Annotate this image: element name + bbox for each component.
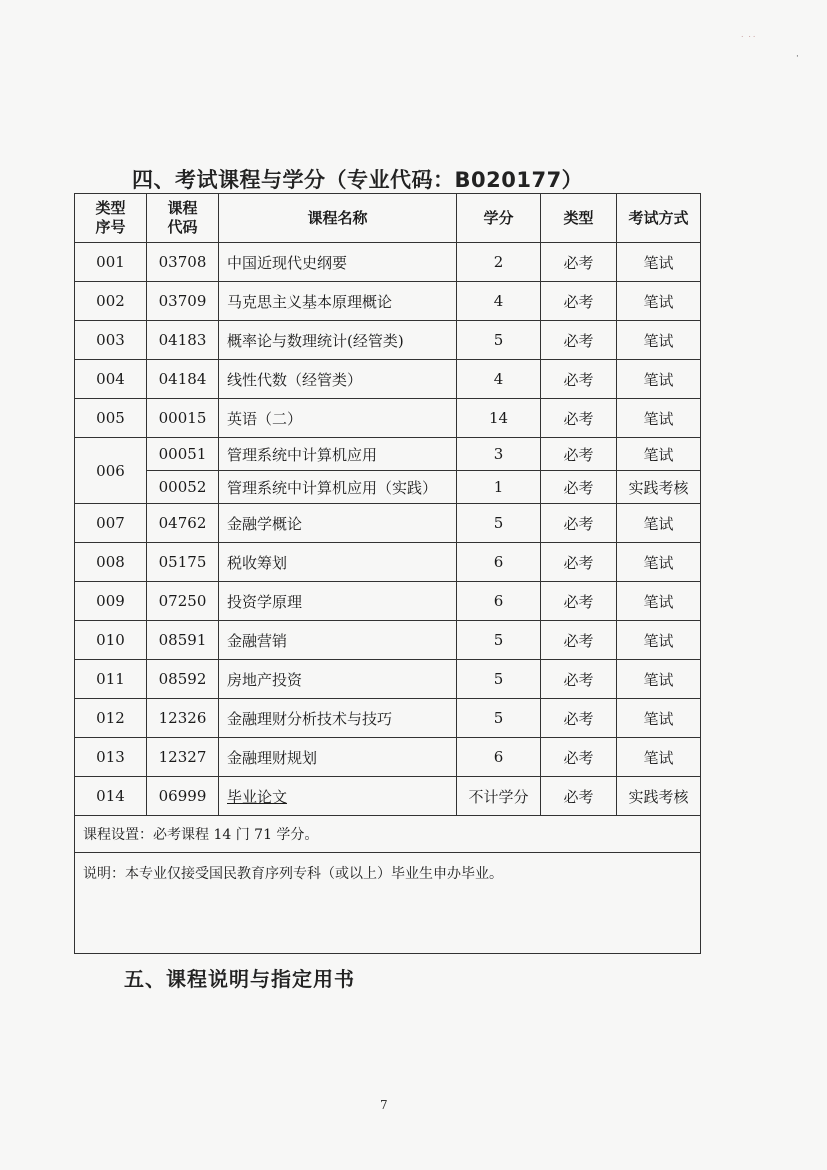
table-row — [75, 660, 701, 699]
row-credit: 2 — [457, 243, 541, 282]
row-name: 金融理财分析技术与技巧 — [219, 699, 457, 738]
table-row — [75, 471, 701, 504]
table-row — [75, 399, 701, 438]
row-credit: 1 — [457, 471, 541, 504]
row-credit: 6 — [457, 543, 541, 582]
table-row — [75, 360, 701, 399]
header-type-seq-line1: 类型 — [95, 199, 126, 217]
course-setting-text: 课程设置：必考课程 14 门 71 学分。 — [75, 816, 701, 853]
row-code: 07250 — [147, 582, 219, 621]
row-name: 马克思主义基本原理概论 — [219, 282, 457, 321]
row-exam: 笔试 — [617, 504, 701, 543]
course-setting-row — [75, 816, 701, 853]
table-row — [75, 738, 701, 777]
row-exam: 笔试 — [617, 360, 701, 399]
section4-title: 四、考试课程与学分（专业代码：B020177） — [132, 168, 584, 192]
row-type: 必考 — [541, 777, 617, 816]
row-type: 必考 — [541, 282, 617, 321]
row-type: 必考 — [541, 321, 617, 360]
row-exam: 笔试 — [617, 321, 701, 360]
header-course-code — [147, 194, 219, 243]
exam-course-table — [74, 193, 701, 954]
row-credit: 5 — [457, 660, 541, 699]
row-exam: 笔试 — [617, 543, 701, 582]
row-seq: 004 — [75, 360, 147, 399]
row-type: 必考 — [541, 738, 617, 777]
row-type: 必考 — [541, 660, 617, 699]
row-type: 必考 — [541, 438, 617, 471]
scan-speck-mark: ˙ ˙˙ — [740, 36, 757, 46]
row-credit: 不计学分 — [457, 777, 541, 816]
row-seq: 002 — [75, 282, 147, 321]
row-exam: 笔试 — [617, 660, 701, 699]
row-credit: 5 — [457, 621, 541, 660]
table-row — [75, 543, 701, 582]
row-seq: 011 — [75, 660, 147, 699]
row-type: 必考 — [541, 243, 617, 282]
row-credit: 5 — [457, 321, 541, 360]
row-name: 英语（二） — [219, 399, 457, 438]
row-seq: 005 — [75, 399, 147, 438]
row-code: 00052 — [147, 471, 219, 504]
row-exam: 实践考核 — [617, 471, 701, 504]
row-code: 04762 — [147, 504, 219, 543]
row-seq: 003 — [75, 321, 147, 360]
table-row — [75, 282, 701, 321]
row-seq: 007 — [75, 504, 147, 543]
row-code: 00051 — [147, 438, 219, 471]
row-name: 线性代数（经管类） — [219, 360, 457, 399]
row-name: 税收筹划 — [219, 543, 457, 582]
row-name: 金融学概论 — [219, 504, 457, 543]
row-name-cell — [219, 777, 457, 816]
row-credit: 4 — [457, 282, 541, 321]
row-code: 05175 — [147, 543, 219, 582]
row-exam: 笔试 — [617, 399, 701, 438]
row-name: 毕业论文 — [227, 787, 288, 806]
page-number: 7 — [380, 1098, 388, 1112]
row-seq: 014 — [75, 777, 147, 816]
row-name: 金融营销 — [219, 621, 457, 660]
row-code: 00015 — [147, 399, 219, 438]
table-row — [75, 699, 701, 738]
row-type: 必考 — [541, 504, 617, 543]
row-type: 必考 — [541, 399, 617, 438]
scan-speck-dot: · — [796, 52, 799, 62]
explanation-row — [75, 853, 701, 954]
row-type: 必考 — [541, 699, 617, 738]
row-code: 03709 — [147, 282, 219, 321]
section5-title: 五、课程说明与指定用书 — [124, 967, 355, 991]
row-credit: 5 — [457, 699, 541, 738]
row-name: 中国近现代史纲要 — [219, 243, 457, 282]
row-credit: 14 — [457, 399, 541, 438]
row-exam: 实践考核 — [617, 777, 701, 816]
row-type: 必考 — [541, 582, 617, 621]
row-seq: 012 — [75, 699, 147, 738]
row-code: 12326 — [147, 699, 219, 738]
row-credit: 6 — [457, 738, 541, 777]
table-row — [75, 777, 701, 816]
row-seq: 009 — [75, 582, 147, 621]
row-code: 08591 — [147, 621, 219, 660]
row-seq: 001 — [75, 243, 147, 282]
row-name: 房地产投资 — [219, 660, 457, 699]
table-row — [75, 321, 701, 360]
header-type-seq-line2: 序号 — [95, 218, 126, 236]
row-name: 金融理财规划 — [219, 738, 457, 777]
table-row — [75, 582, 701, 621]
header-type: 类型 — [541, 194, 617, 243]
row-type: 必考 — [541, 621, 617, 660]
row-name: 概率论与数理统计(经管类) — [219, 321, 457, 360]
row-exam: 笔试 — [617, 738, 701, 777]
row-credit: 4 — [457, 360, 541, 399]
row-exam: 笔试 — [617, 282, 701, 321]
row-type: 必考 — [541, 543, 617, 582]
row-type: 必考 — [541, 471, 617, 504]
table-row — [75, 243, 701, 282]
row-code: 04184 — [147, 360, 219, 399]
table-row — [75, 438, 701, 471]
row-exam: 笔试 — [617, 621, 701, 660]
row-seq: 008 — [75, 543, 147, 582]
header-course-name: 课程名称 — [219, 194, 457, 243]
row-code: 03708 — [147, 243, 219, 282]
header-type-seq — [75, 194, 147, 243]
row-credit: 3 — [457, 438, 541, 471]
table-header-row — [75, 194, 701, 243]
row-code: 12327 — [147, 738, 219, 777]
row-seq: 013 — [75, 738, 147, 777]
header-code-line2: 代码 — [167, 218, 198, 236]
row-exam: 笔试 — [617, 438, 701, 471]
header-code-line1: 课程 — [167, 199, 198, 217]
table-row — [75, 621, 701, 660]
header-credit: 学分 — [457, 194, 541, 243]
row-credit: 5 — [457, 504, 541, 543]
row-credit: 6 — [457, 582, 541, 621]
row-exam: 笔试 — [617, 243, 701, 282]
row-code: 08592 — [147, 660, 219, 699]
row-exam: 笔试 — [617, 699, 701, 738]
row-name: 管理系统中计算机应用（实践） — [219, 471, 457, 504]
row-seq: 006 — [75, 438, 147, 504]
row-code: 06999 — [147, 777, 219, 816]
row-name: 投资学原理 — [219, 582, 457, 621]
row-exam: 笔试 — [617, 582, 701, 621]
row-name: 管理系统中计算机应用 — [219, 438, 457, 471]
row-seq: 010 — [75, 621, 147, 660]
header-exam-method: 考试方式 — [617, 194, 701, 243]
table-row — [75, 504, 701, 543]
row-code: 04183 — [147, 321, 219, 360]
explanation-text: 说明：本专业仅接受国民教育序列专科（或以上）毕业生申办毕业。 — [75, 853, 701, 954]
row-type: 必考 — [541, 360, 617, 399]
